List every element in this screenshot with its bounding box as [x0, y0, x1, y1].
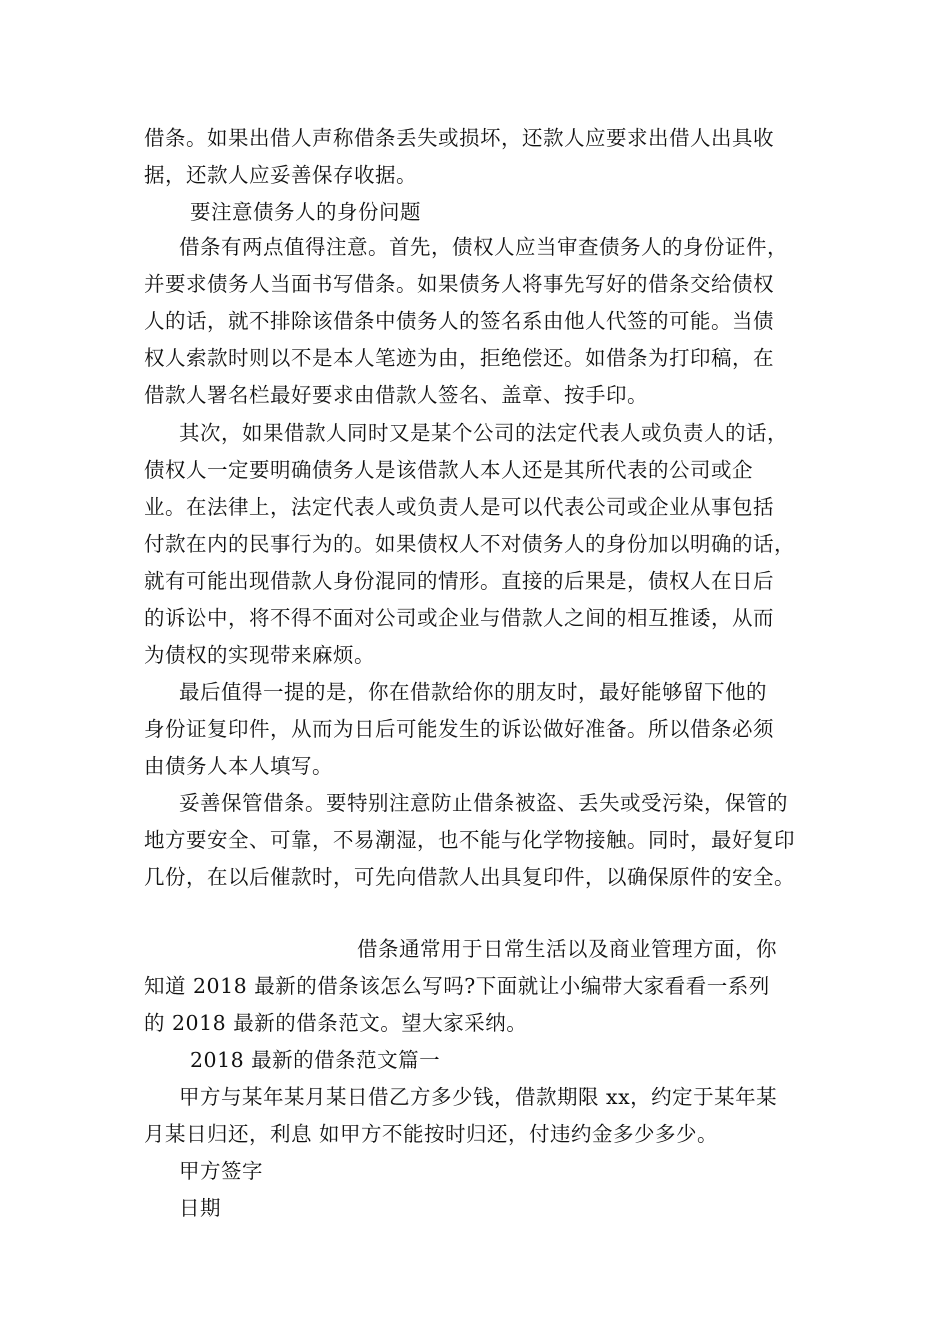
section-heading-identity: 要注意债务人的身份问题	[190, 200, 421, 224]
paragraph-2-line-3: 业。在法律上，法定代表人或负责人是可以代表公司或企业从事包括	[144, 495, 774, 519]
date-label: 日期	[179, 1196, 221, 1220]
paragraph-4-line-2: 地方要安全、可靠，不易潮湿，也不能与化学物接触。同时，最好复印	[144, 828, 795, 852]
paragraph-1-line-5: 借款人署名栏最好要求由借款人签名、盖章、按手印。	[144, 383, 648, 407]
paragraph-2-line-6: 的诉讼中，将不得不面对公司或企业与借款人之间的相互推诿，从而	[144, 606, 774, 630]
paragraph-3-line-1: 最后值得一提的是，你在借款给你的朋友时，最好能够留下他的	[179, 680, 767, 704]
paragraph-6-line-1: 甲方与某年某月某日借乙方多少钱，借款期限 xx，约定于某年某	[179, 1085, 778, 1109]
paragraph-3-line-2: 身份证复印件，从而为日后可能发生的诉讼做好准备。所以借条必须	[144, 717, 774, 741]
paragraph-1-line-4: 权人索款时则以不是本人笔迹为由，拒绝偿还。如借条为打印稿，在	[144, 346, 774, 370]
paragraph-2-line-5: 就有可能出现借款人身份混同的情形。直接的后果是，债权人在日后	[144, 569, 774, 593]
paragraph-4-line-3: 几份，在以后催款时，可先向借款人出具复印件，以确保原件的安全。	[144, 865, 795, 889]
paragraph-2-line-7: 为债权的实现带来麻烦。	[144, 643, 375, 667]
paragraph-2-line-4: 付款在内的民事行为的。如果债权人不对债务人的身份加以明确的话，	[144, 532, 795, 556]
party-a-signature-label: 甲方签字	[179, 1159, 263, 1183]
paragraph-6-line-2: 月某日归还，利息 如甲方不能按时归还，付违约金多少多少。	[144, 1122, 719, 1146]
paragraph-1-line-3: 人的话，就不排除该借条中债务人的签名系由他人代签的可能。当债	[144, 309, 774, 333]
paragraph-4-line-1: 妥善保管借条。要特别注意防止借条被盗、丢失或受污染，保管的	[179, 791, 788, 815]
paragraph-5-line-1: 借条通常用于日常生活以及商业管理方面，你	[357, 937, 777, 961]
intro-line-2: 据，还款人应妥善保存收据。	[144, 163, 417, 187]
paragraph-1-line-1: 借条有两点值得注意。首先，债权人应当审查债务人的身份证件，	[179, 235, 788, 259]
paragraph-2-line-2: 债权人一定要明确债务人是该借款人本人还是其所代表的公司或企	[144, 458, 753, 482]
paragraph-5-line-2: 知道 2018 最新的借条该怎么写吗?下面就让小编带大家看看一系列	[144, 974, 770, 998]
paragraph-2-line-1: 其次，如果借款人同时又是某个公司的法定代表人或负责人的话，	[179, 421, 788, 445]
paragraph-1-line-2: 并要求债务人当面书写借条。如果债务人将事先写好的借条交给债权	[144, 272, 774, 296]
paragraph-3-line-3: 由债务人本人填写。	[144, 754, 333, 778]
section-heading-sample: 2018 最新的借条范文篇一	[190, 1048, 441, 1072]
paragraph-5-line-3: 的 2018 最新的借条范文。望大家采纳。	[144, 1011, 528, 1035]
intro-line-1: 借条。如果出借人声称借条丢失或损坏，还款人应要求出借人出具收	[144, 126, 774, 150]
